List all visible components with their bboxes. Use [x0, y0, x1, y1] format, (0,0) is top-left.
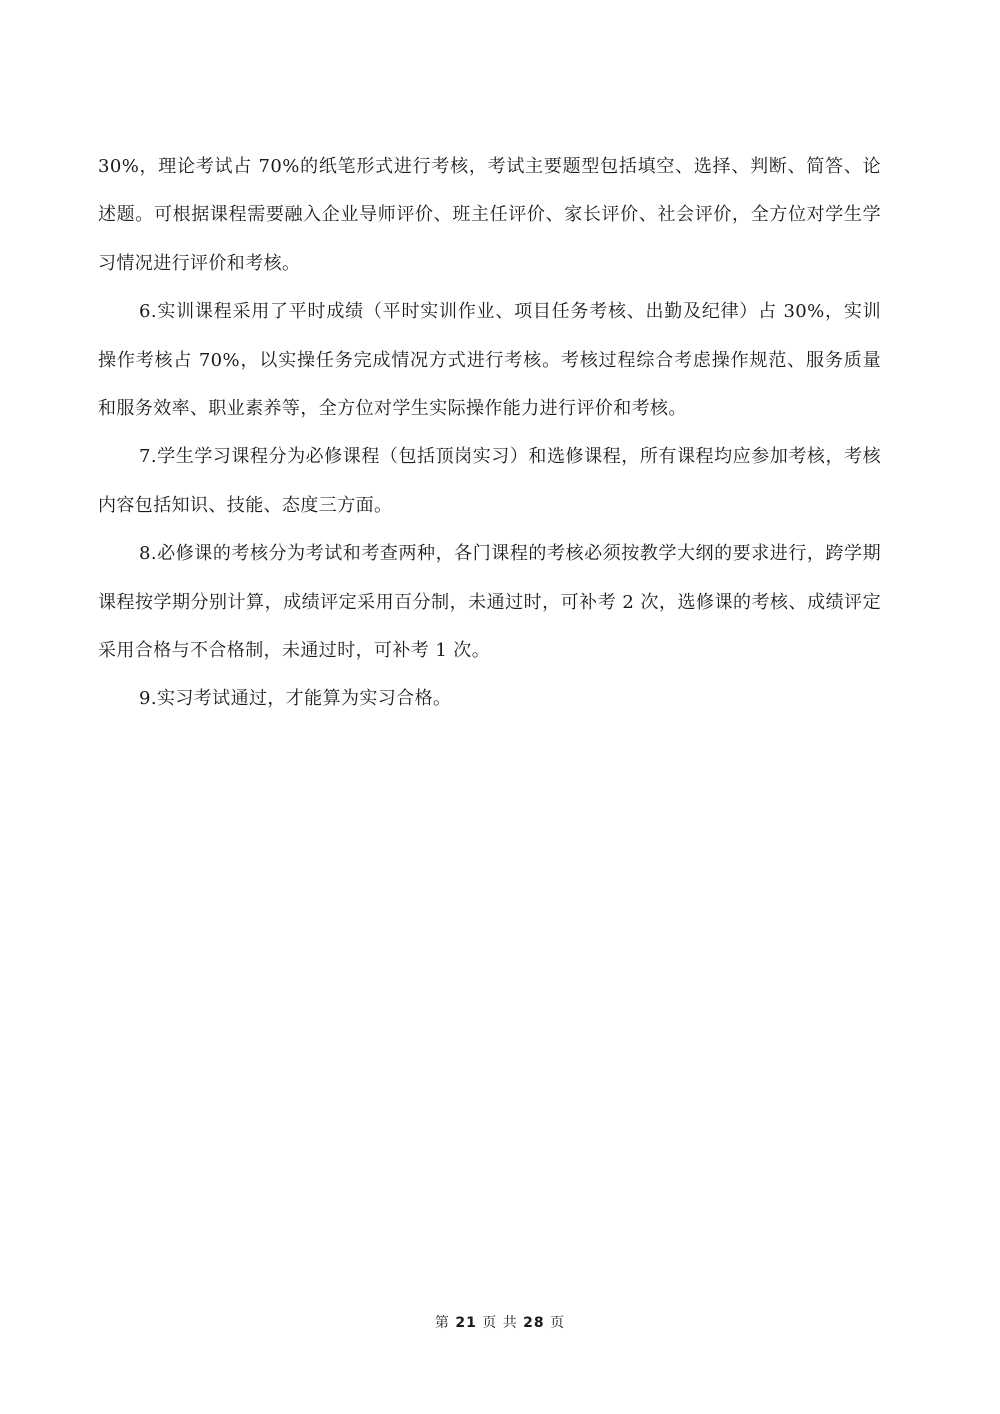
footer-middle: 页 共 — [482, 1315, 518, 1331]
paragraph-item-9: 9.实习考试通过，才能算为实习合格。 — [139, 688, 452, 710]
page-footer — [0, 1313, 1000, 1333]
document-body — [98, 143, 881, 724]
footer-suffix: 页 — [550, 1315, 566, 1331]
paragraph-item-8: 8.必修课的考核分为考试和考查两种，各门课程的考核必须按教学大纲的要求进行，跨学期课程按学期分别计算，成绩评定采用百分制，未通过时，可补考 2 次，选修课的考核、成绩评定采用合格与不合格制，未通过时，可补考 1 次。 — [98, 543, 881, 662]
footer-prefix: 第 — [434, 1315, 450, 1331]
paragraph-assessment-theory: 30%，理论考试占 70%的纸笔形式进行考核，考试主要题型包括填空、选择、判断、简答、论述题。可根据课程需要融入企业导师评价、班主任评价、家长评价、社会评价，全方位对学生学习情况进行评价和考核。 — [98, 156, 881, 274]
paragraph-item-7: 7.学生学习课程分为必修课程（包括顶岗实习）和选修课程，所有课程均应参加考核，考核内容包括知识、技能、态度三方面。 — [98, 446, 881, 516]
paragraph-item-6: 6.实训课程采用了平时成绩（平时实训作业、项目任务考核、出勤及纪律）占 30%，实训操作考核占 70%，以实操任务完成情况方式进行考核。考核过程综合考虑操作规范、服务质量和服务效率、职业素养等，全方位对学生实际操作能力进行评价和考核。 — [98, 301, 881, 420]
current-page-number: 21 — [455, 1315, 477, 1331]
total-page-count: 28 — [523, 1315, 545, 1331]
